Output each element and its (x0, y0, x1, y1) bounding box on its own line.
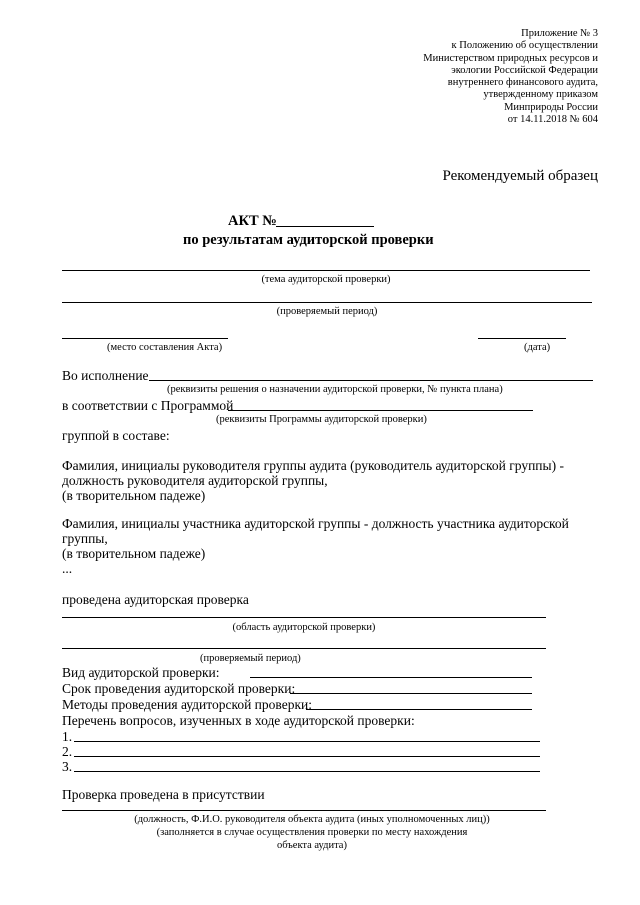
place-caption: (место составления Акта) (107, 342, 223, 353)
appendix-line: экологии Российской Федерации (451, 64, 598, 76)
act-number-field[interactable] (276, 226, 374, 227)
appendix-line: утвержденному приказом (483, 89, 598, 101)
audit-area-field[interactable] (62, 617, 546, 618)
place-field[interactable] (62, 338, 228, 339)
audited-period-field[interactable] (62, 302, 592, 303)
questions-list-label: Перечень вопросов, изученных в ходе аудиторской проверки: (62, 713, 415, 728)
presence-caption-1: (должность, Ф.И.О. руководителя объекта аудита (иных уполномоченных лиц)) (134, 814, 490, 825)
appendix-line: внутреннего финансового аудита, (447, 77, 598, 89)
audit-topic-caption: (тема аудиторской проверки) (261, 274, 391, 285)
question-1-field[interactable] (74, 741, 540, 742)
audit-term-field[interactable] (290, 693, 532, 694)
question-1-number: 1. (62, 729, 73, 744)
audit-methods-label: Методы проведения аудиторской проверки: (62, 697, 312, 712)
question-2-number: 2. (62, 744, 73, 759)
appendix-line: Министерством природных ресурсов и (423, 52, 598, 64)
act-number-label: АКТ № (228, 213, 277, 229)
according-program-label: в соответствии с Программой (62, 398, 234, 413)
program-details-caption: (реквизиты Программы аудиторской проверки) (216, 414, 427, 425)
presence-caption-3: объекта аудита) (277, 840, 347, 851)
audited-period-field-2[interactable] (62, 648, 546, 649)
audit-type-field[interactable] (250, 677, 532, 678)
member-line-3: (в творительном падеже) (62, 546, 206, 561)
appendix-line: Минприроды России (504, 101, 598, 113)
presence-field[interactable] (62, 810, 546, 811)
leader-line-1: Фамилия, инициалы руководителя группы аудита (руководитель аудиторской группы) - (62, 458, 564, 473)
audit-area-caption: (область аудиторской проверки) (232, 622, 376, 633)
member-line-1: Фамилия, инициалы участника аудиторской группы - должность участника аудиторской (62, 516, 569, 531)
leader-line-2: должность руководителя аудиторской группы, (62, 473, 328, 488)
presence-label: Проверка проведена в присутствии (62, 787, 265, 802)
appendix-line: к Положению об осуществлении (451, 40, 598, 52)
presence-caption-2: (заполняется в случае осуществления проверки по месту нахождения (156, 827, 468, 838)
date-caption: (дата) (524, 342, 551, 353)
in-execution-label: Во исполнение (62, 368, 149, 383)
question-3-field[interactable] (74, 771, 540, 772)
audited-period-caption-2: (проверяемый период) (200, 653, 301, 664)
audit-topic-field[interactable] (62, 270, 590, 271)
conducted-label: проведена аудиторская проверка (62, 592, 249, 607)
appendix-line: Приложение № 3 (521, 28, 598, 39)
audited-period-caption: (проверяемый период) (276, 306, 378, 317)
appendix-block (358, 28, 598, 126)
recommended-sample-label: Рекомендуемый образец (442, 168, 598, 184)
audit-term-label: Срок проведения аудиторской проверки: (62, 681, 296, 696)
leader-line-3: (в творительном падеже) (62, 488, 206, 503)
program-details-field[interactable] (228, 410, 533, 411)
decision-details-caption: (реквизиты решения о назначении аудиторской проверки, № пункта плана) (167, 384, 503, 395)
appendix-line: от 14.11.2018 № 604 (507, 114, 598, 126)
member-line-2: группы, (62, 531, 108, 546)
decision-details-field[interactable] (149, 380, 593, 381)
act-subtitle: по результатам аудиторской проверки (183, 232, 434, 248)
question-3-number: 3. (62, 759, 73, 774)
group-composition-label: группой в составе: (62, 428, 170, 443)
audit-methods-field[interactable] (306, 709, 532, 710)
audit-type-label: Вид аудиторской проверки: (62, 665, 220, 680)
question-2-field[interactable] (74, 756, 540, 757)
date-field[interactable] (478, 338, 566, 339)
ellipsis: ... (62, 561, 73, 576)
